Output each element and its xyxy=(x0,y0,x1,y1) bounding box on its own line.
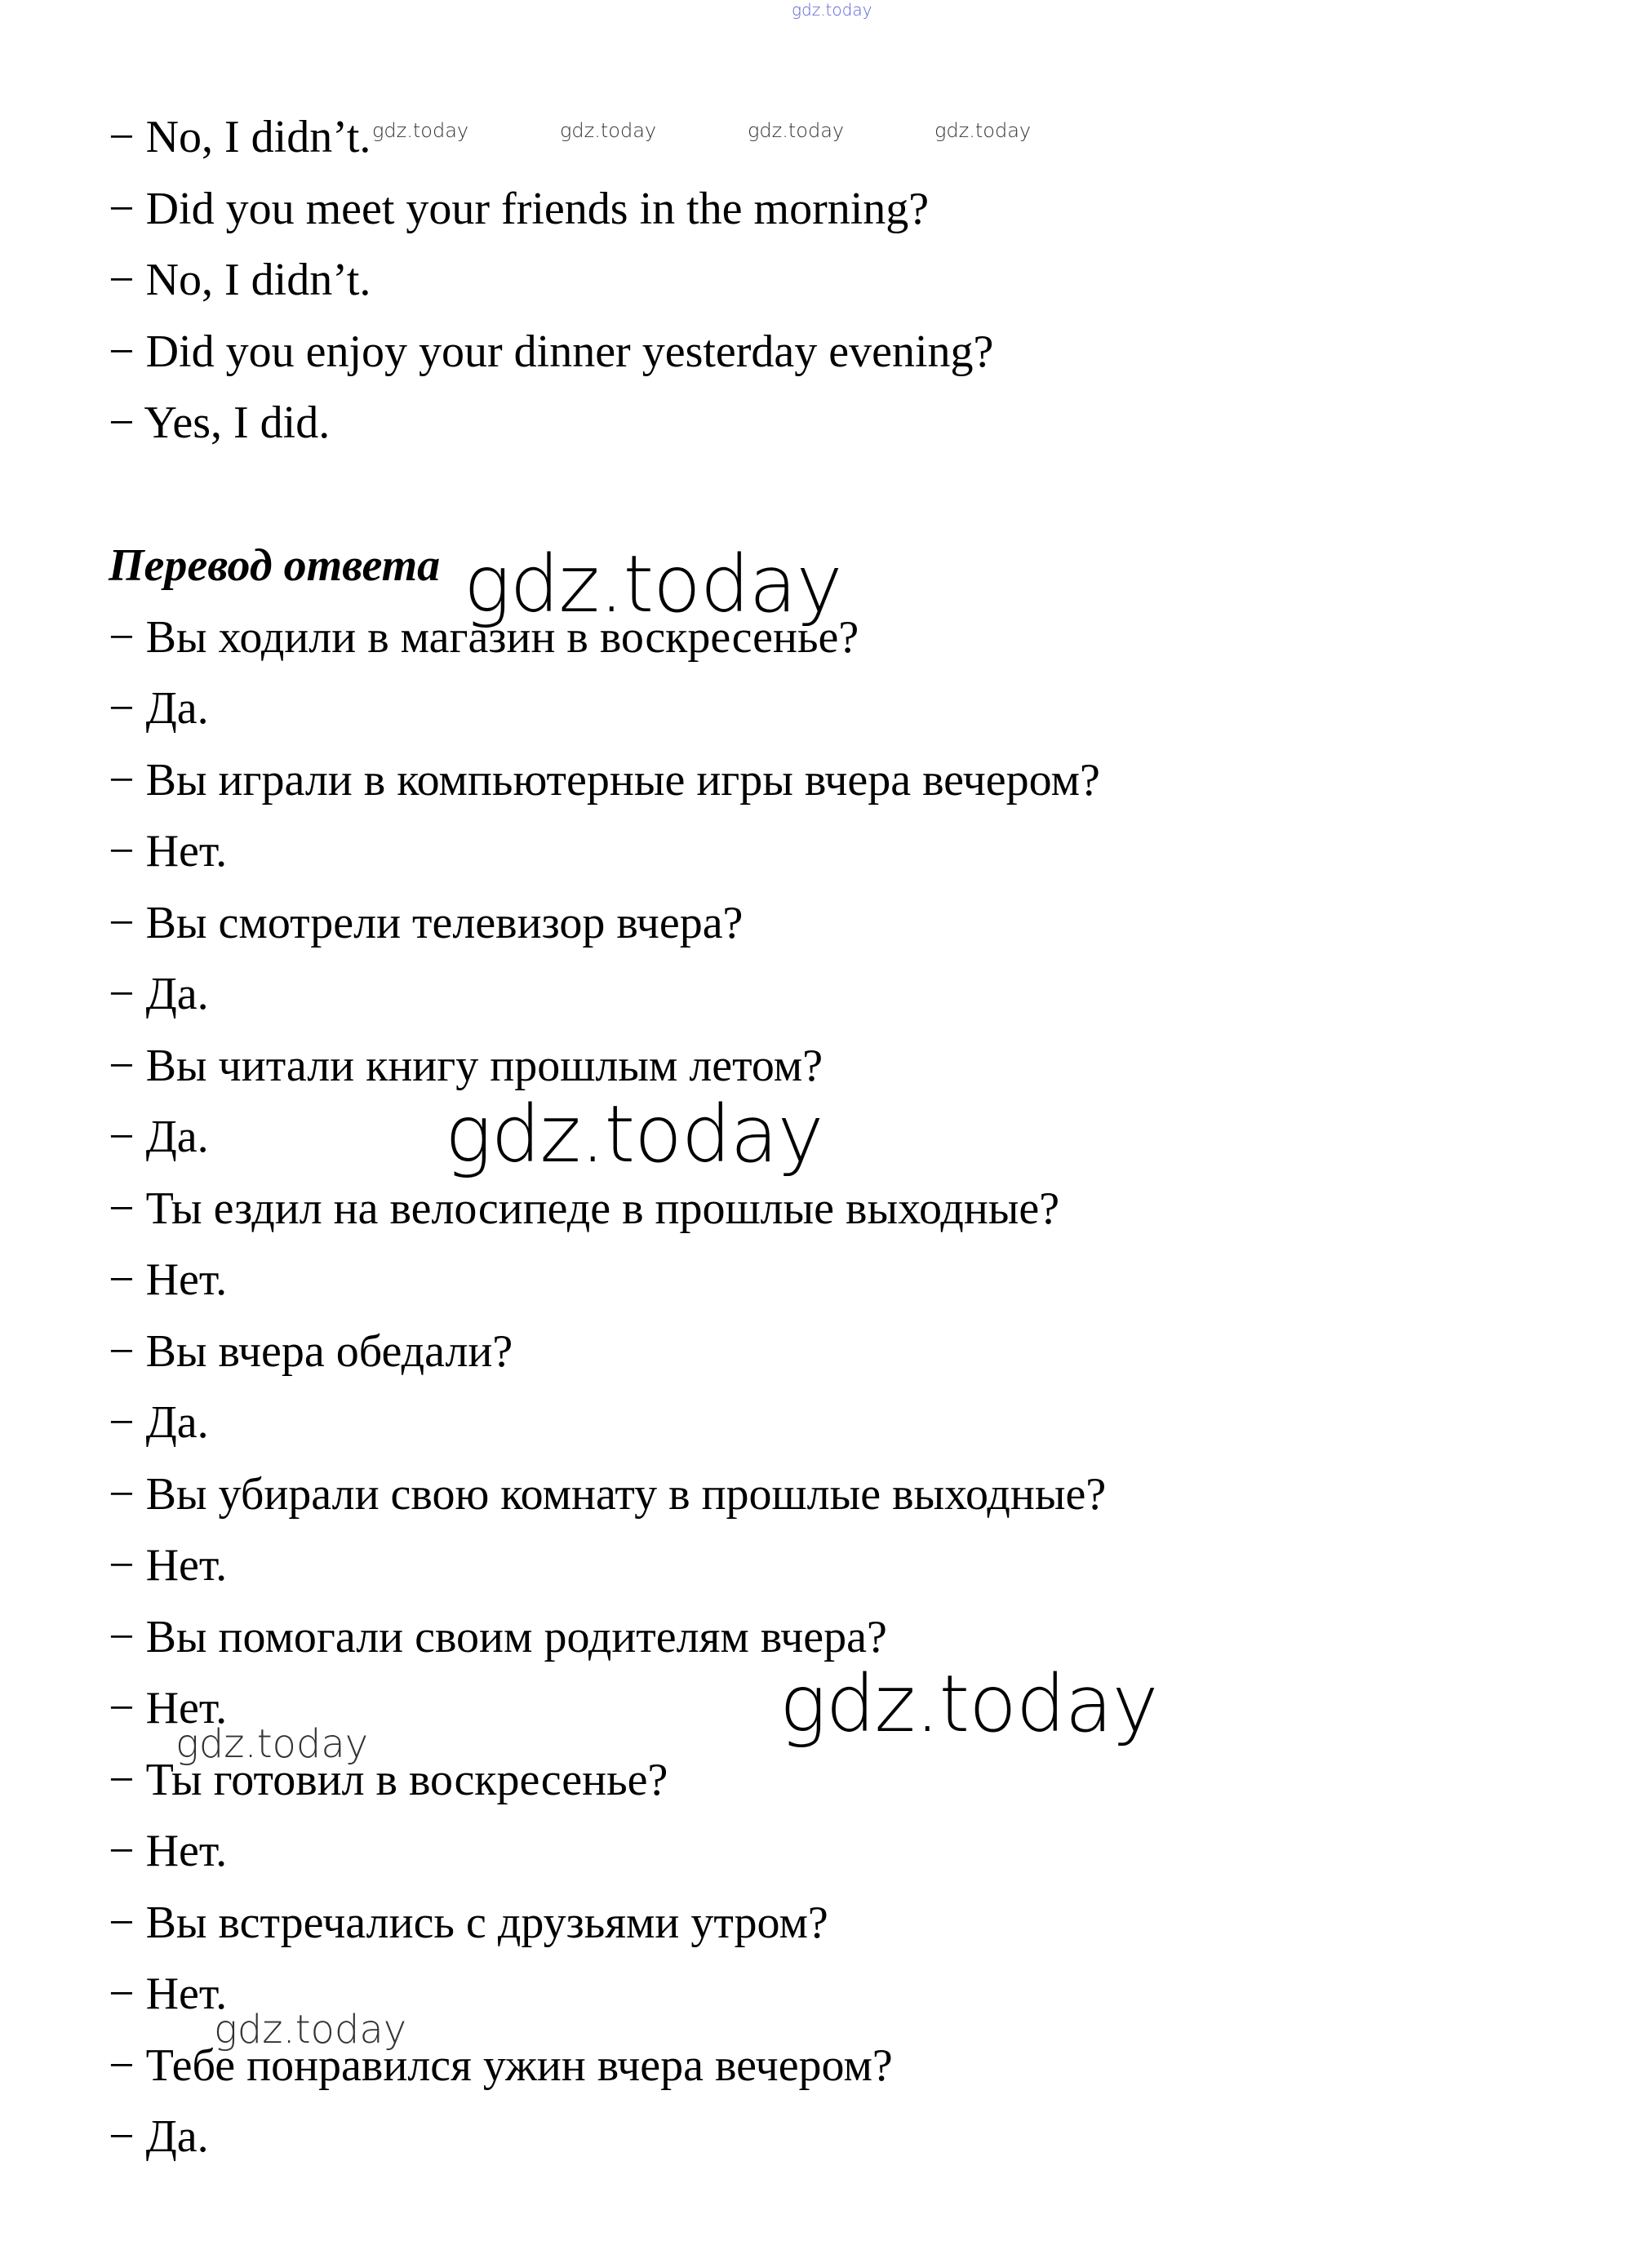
watermark-medium-1: gdz.today xyxy=(175,1721,369,1767)
translation-line: − Вы помогали своим родителям вчера? xyxy=(109,1612,887,1662)
translation-line: − Нет. xyxy=(109,1683,228,1733)
translation-line: − Да. xyxy=(109,969,209,1019)
watermark-large-1: gdz.today xyxy=(464,539,842,630)
watermark-medium-2: gdz.today xyxy=(214,2007,407,2053)
translation-line: − Нет. xyxy=(109,1254,228,1305)
watermark-large-2: gdz.today xyxy=(445,1089,824,1180)
translation-line: − Вы читали книгу прошлым летом? xyxy=(109,1041,824,1091)
watermark-large-3: gdz.today xyxy=(779,1658,1158,1750)
translation-line: − Вы ходили в магазин в воскресенье? xyxy=(109,612,859,663)
dialogue-line: − Did you enjoy your dinner yesterday evening? xyxy=(109,326,994,377)
dialogue-line: − Yes, I did. xyxy=(109,397,331,448)
translation-line: − Да. xyxy=(109,1397,209,1448)
dialogue-line: − No, I didn’t. xyxy=(109,112,371,162)
translation-line: − Нет. xyxy=(109,1540,228,1591)
watermark-top: gdz.today xyxy=(792,0,872,20)
translation-line: − Нет. xyxy=(109,826,228,877)
translation-line: − Нет. xyxy=(109,1968,228,2019)
translation-line: − Да. xyxy=(109,683,209,734)
translation-heading: Перевод ответа xyxy=(109,540,441,591)
translation-line: − Вы смотрели телевизор вчера? xyxy=(109,898,744,948)
dialogue-line: − No, I didn’t. xyxy=(109,255,371,305)
translation-line: − Вы встречались с друзьями утром? xyxy=(109,1897,828,1948)
translation-line: − Тебе понравился ужин вчера вечером? xyxy=(109,2040,893,2091)
watermark-small-4: gdz.today xyxy=(934,119,1032,142)
watermark-small-3: gdz.today xyxy=(748,119,845,142)
watermark-small-1: gdz.today xyxy=(372,119,469,142)
translation-line: − Нет. xyxy=(109,1826,228,1876)
translation-line: − Вы убирали свою комнату в прошлые выходные? xyxy=(109,1469,1107,1520)
translation-line: − Вы играли в компьютерные игры вчера вечером? xyxy=(109,755,1100,806)
watermark-small-2: gdz.today xyxy=(560,119,657,142)
translation-line: − Ты готовил в воскресенье? xyxy=(109,1755,668,1805)
translation-line: − Да. xyxy=(109,1112,209,1162)
translation-line: − Ты ездил на велосипеде в прошлые выходные? xyxy=(109,1183,1060,1234)
translation-line: − Вы вчера обедали? xyxy=(109,1326,513,1377)
translation-line: − Да. xyxy=(109,2111,209,2162)
dialogue-line: − Did you meet your friends in the morning? xyxy=(109,184,930,234)
